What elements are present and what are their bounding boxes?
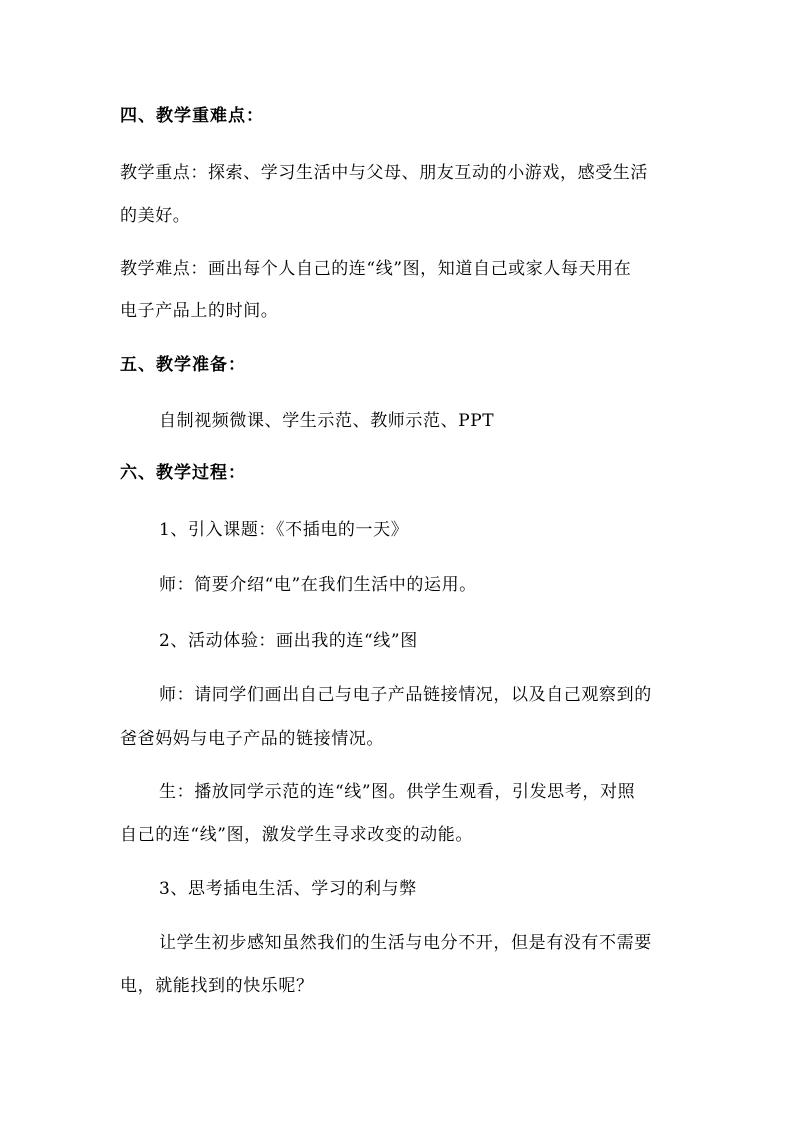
step-1-title: 1、引入课题：《不插电的一天》 (159, 520, 409, 540)
preparation-materials: 自制视频微课、学生示范、教师示范、PPT (159, 411, 495, 431)
step-3-paragraph-line-2: 电，就能找到的快乐呢？ (120, 976, 314, 996)
step-3-paragraph-line-1: 让学生初步感知虽然我们的生活与电分不开，但是有没有不需要 (159, 933, 652, 953)
section-heading-process: 六、教学过程： (120, 463, 246, 483)
key-point-text-line-1: 教学重点：探索、学习生活中与父母、朋友互动的小游戏，感受生活 (120, 163, 648, 183)
section-heading-preparation: 五、教学准备： (120, 355, 246, 375)
section-heading-key-difficult-points: 四、教学重难点： (120, 106, 264, 126)
step-2-teacher-line-1: 师：请同学们画出自己与电子产品链接情况，以及自己观察到的 (159, 685, 652, 705)
step-2-title: 2、活动体验：画出我的连“线”图 (159, 631, 418, 651)
step-2-student-line-1: 生：播放同学示范的连“线”图。供学生观看，引发思考，对照 (159, 782, 636, 802)
key-point-text-line-2: 的美好。 (120, 206, 191, 226)
difficulty-text-line-1: 教学难点：画出每个人自己的连“线”图，知道自己或家人每天用在 (120, 259, 632, 279)
step-3-title: 3、思考插电生活、学习的利与弊 (159, 879, 417, 899)
difficulty-text-line-2: 电子产品上的时间。 (120, 301, 279, 321)
step-2-teacher-line-2: 爸爸妈妈与电子产品的链接情况。 (120, 729, 384, 749)
step-2-student-line-2: 自己的连“线”图，激发学生寻求改变的动能。 (120, 825, 473, 845)
step-1-teacher: 师：简要介绍“电”在我们生活中的运用。 (159, 575, 477, 595)
